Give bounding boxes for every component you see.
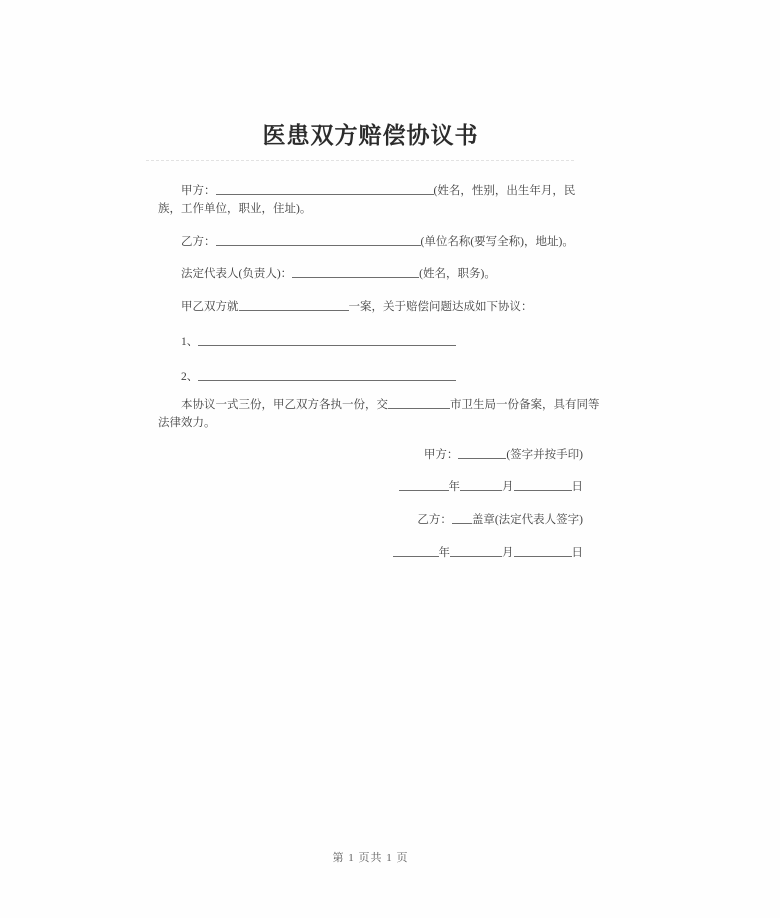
text-segment: 乙方：: [417, 514, 452, 526]
document-body: [158, 182, 600, 562]
text-segment: 一案，关于赔偿问题达成如下协议：: [348, 301, 533, 313]
para-sign-a: [158, 446, 583, 464]
para-date-a: [158, 478, 583, 496]
text-segment: 甲方：: [181, 185, 216, 197]
blank-field: [514, 545, 572, 557]
blank-field: [198, 334, 456, 346]
text-segment: 月: [502, 481, 514, 493]
para-copies: [158, 396, 600, 432]
blank-field: [514, 479, 572, 491]
blank-field: [452, 512, 472, 524]
para-case: [158, 298, 583, 316]
text-segment: (姓名，性别，出生年月，民: [433, 185, 576, 197]
blank-field: [460, 479, 502, 491]
para-item-2: [158, 368, 583, 386]
text-segment: 盖章(法定代表人签字): [471, 514, 583, 526]
text-segment: 甲乙双方就: [181, 301, 239, 313]
page-number-indicator: 第 1 页共 1 页: [332, 852, 409, 864]
text-segment: 族，工作单位，职业，住址)。: [158, 203, 312, 215]
blank-field: [198, 369, 456, 381]
text-segment: 甲方：: [423, 449, 459, 461]
text-segment: 1、: [181, 336, 199, 348]
text-segment: (姓名，职务)。: [419, 268, 496, 280]
text-segment: 日: [571, 481, 583, 493]
text-segment: 年: [438, 547, 450, 559]
para-sign-b: [158, 511, 583, 529]
text-segment: 法定代表人(负责人)：: [181, 268, 293, 280]
blank-field: [393, 545, 439, 557]
para-item-1: [158, 333, 583, 351]
blank-field: [450, 545, 502, 557]
blank-field: [399, 479, 449, 491]
title-divider: [146, 160, 574, 161]
document-title: 医患双方赔偿协议书: [262, 123, 479, 148]
text-segment: 法律效力。: [158, 417, 216, 429]
para-party-a: [158, 182, 583, 218]
text-segment: 年: [448, 481, 460, 493]
blank-field: [388, 397, 450, 409]
text-segment: 日: [571, 547, 583, 559]
blank-field: [292, 266, 419, 278]
text-segment: (签字并按手印): [506, 449, 583, 461]
text-segment: 月: [502, 547, 514, 559]
text-segment: 2、: [181, 371, 199, 383]
text-segment: 乙方：: [181, 236, 216, 248]
para-date-b: [158, 544, 583, 562]
blank-field: [239, 299, 349, 311]
blank-field: [458, 447, 506, 459]
text-segment: 市卫生局一份备案，具有同等: [450, 399, 600, 411]
blank-field: [216, 234, 421, 246]
para-legal-rep: [158, 265, 583, 283]
para-party-b: [158, 233, 583, 251]
text-segment: 本协议一式三份，甲乙双方各执一份，交: [181, 399, 388, 411]
text-segment: (单位名称(要写全称)，地址)。: [420, 236, 574, 248]
blank-field: [216, 183, 434, 195]
